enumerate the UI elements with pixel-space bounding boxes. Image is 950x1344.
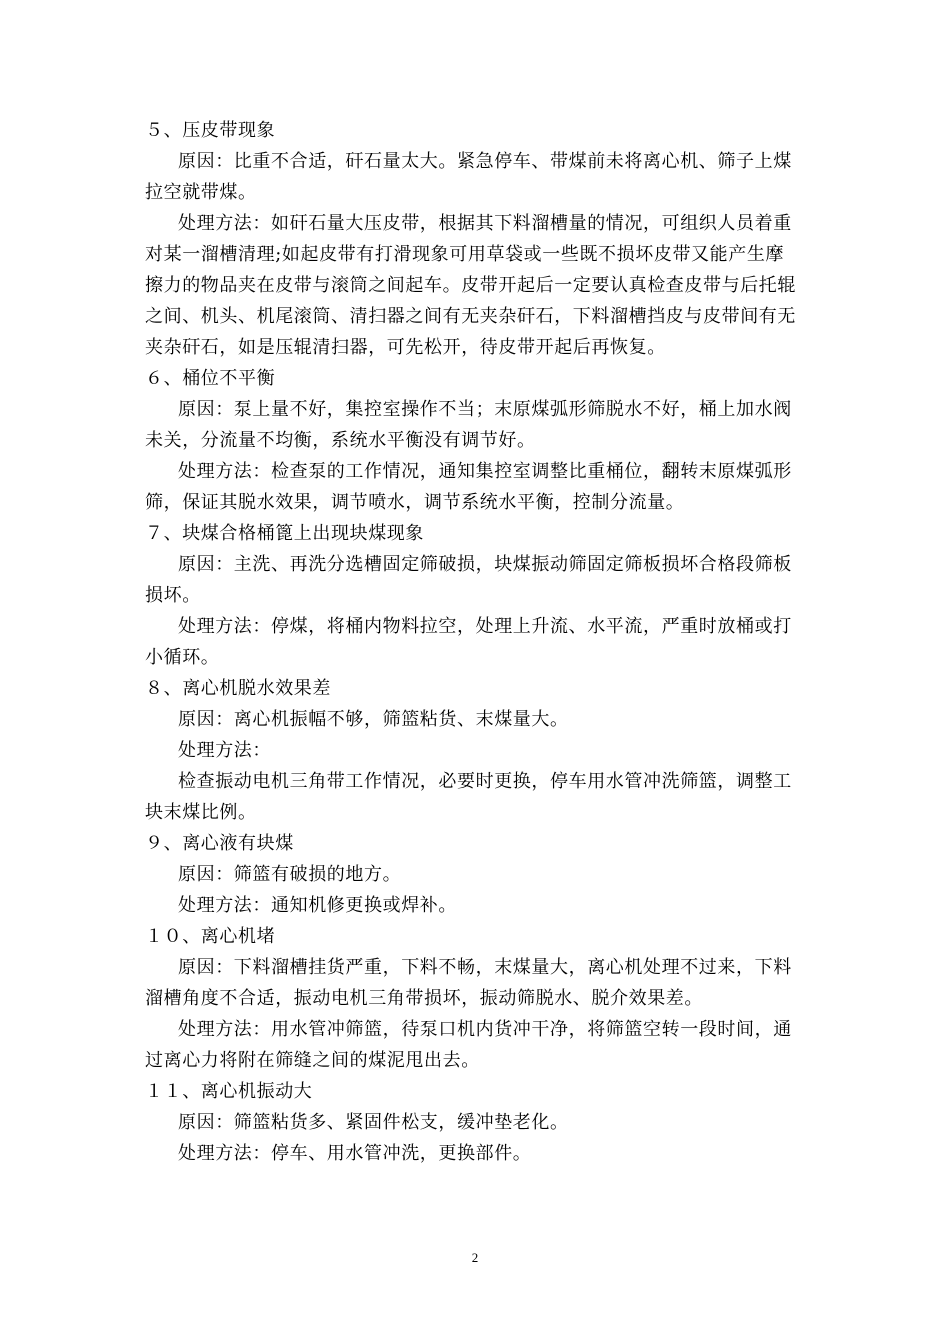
section-heading: ９、离心液有块煤 (145, 833, 294, 854)
paragraph-line: 原因：筛篮粘货多、紧固件松支，缓冲垫老化。 (178, 1112, 569, 1133)
paragraph-line: 原因：泵上量不好，集控室操作不当；末原煤弧形筛脱水不好，桶上加水阀 (178, 399, 792, 420)
paragraph-line: 处理方法：如矸石量大压皮带，根据其下料溜槽量的情况，可组织人员着重 (178, 213, 792, 234)
paragraph-line: 拉空就带煤。 (145, 182, 257, 203)
paragraph-line: 夹杂矸石，如是压辊清扫器，可先松开，待皮带开起后再恢复。 (145, 337, 666, 358)
paragraph-line: 过离心力将附在筛缝之间的煤泥甩出去。 (145, 1050, 480, 1071)
paragraph-line: 处理方法：检查泵的工作情况，通知集控室调整比重桶位，翻转末原煤弧形 (178, 461, 792, 482)
paragraph-line: 原因：筛篮有破损的地方。 (178, 864, 402, 885)
paragraph-line: 筛，保证其脱水效果，调节喷水，调节系统水平衡，控制分流量。 (145, 492, 685, 513)
paragraph-line: 块末煤比例。 (145, 802, 257, 823)
paragraph-line: 处理方法：停车、用水管冲洗，更换部件。 (178, 1143, 532, 1164)
section-heading: １１、离心机振动大 (145, 1081, 313, 1102)
paragraph-line: 检查振动电机三角带工作情况，必要时更换，停车用水管冲洗筛篮，调整工 (178, 771, 792, 792)
document-body (145, 115, 810, 1169)
paragraph-line: 处理方法： (178, 740, 271, 761)
paragraph-line: 未关，分流量不均衡，系统水平衡没有调节好。 (145, 430, 536, 451)
paragraph-line: 损坏。 (145, 585, 201, 606)
page-number: 2 (471, 1250, 479, 1265)
paragraph-line: 原因：主洗、再洗分选槽固定筛破损，块煤振动筛固定筛板损坏合格段筛板 (178, 554, 792, 575)
section-heading: ８、离心机脱水效果差 (145, 678, 331, 699)
paragraph-line: 处理方法：用水管冲筛篮，待泵口机内货冲干净，将筛篮空转一段时间，通 (178, 1019, 792, 1040)
paragraph-line: 原因：离心机振幅不够，筛篮粘货、末煤量大。 (178, 709, 569, 730)
section-heading: ７、块煤合格桶篦上出现块煤现象 (145, 523, 424, 544)
section-heading: １０、离心机堵 (145, 926, 276, 947)
paragraph-line: 原因：下料溜槽挂货严重，下料不畅，末煤量大，离心机处理不过来，下料 (178, 957, 792, 978)
section-heading: ５、压皮带现象 (145, 120, 276, 141)
paragraph-line: 擦力的物品夹在皮带与滚筒之间起车。皮带开起后一定要认真检查皮带与后托辊 (145, 275, 796, 296)
paragraph-line: 处理方法：停煤，将桶内物料拉空，处理上升流、水平流，严重时放桶或打 (178, 616, 792, 637)
paragraph-line: 之间、机头、机尾滚筒、清扫器之间有无夹杂矸石，下料溜槽挡皮与皮带间有无 (145, 306, 796, 327)
paragraph-line: 对某一溜槽清理;如起皮带有打滑现象可用草袋或一些既不损坏皮带又能产生摩 (145, 244, 785, 265)
section-heading: ６、桶位不平衡 (145, 368, 276, 389)
paragraph-line: 小循环。 (145, 647, 220, 668)
paragraph-line: 处理方法：通知机修更换或焊补。 (178, 895, 457, 916)
paragraph-line: 溜槽角度不合适，振动电机三角带损坏，振动筛脱水、脱介效果差。 (145, 988, 703, 1009)
paragraph-line: 原因：比重不合适，矸石量太大。紧急停车、带煤前未将离心机、筛子上煤 (178, 151, 792, 172)
